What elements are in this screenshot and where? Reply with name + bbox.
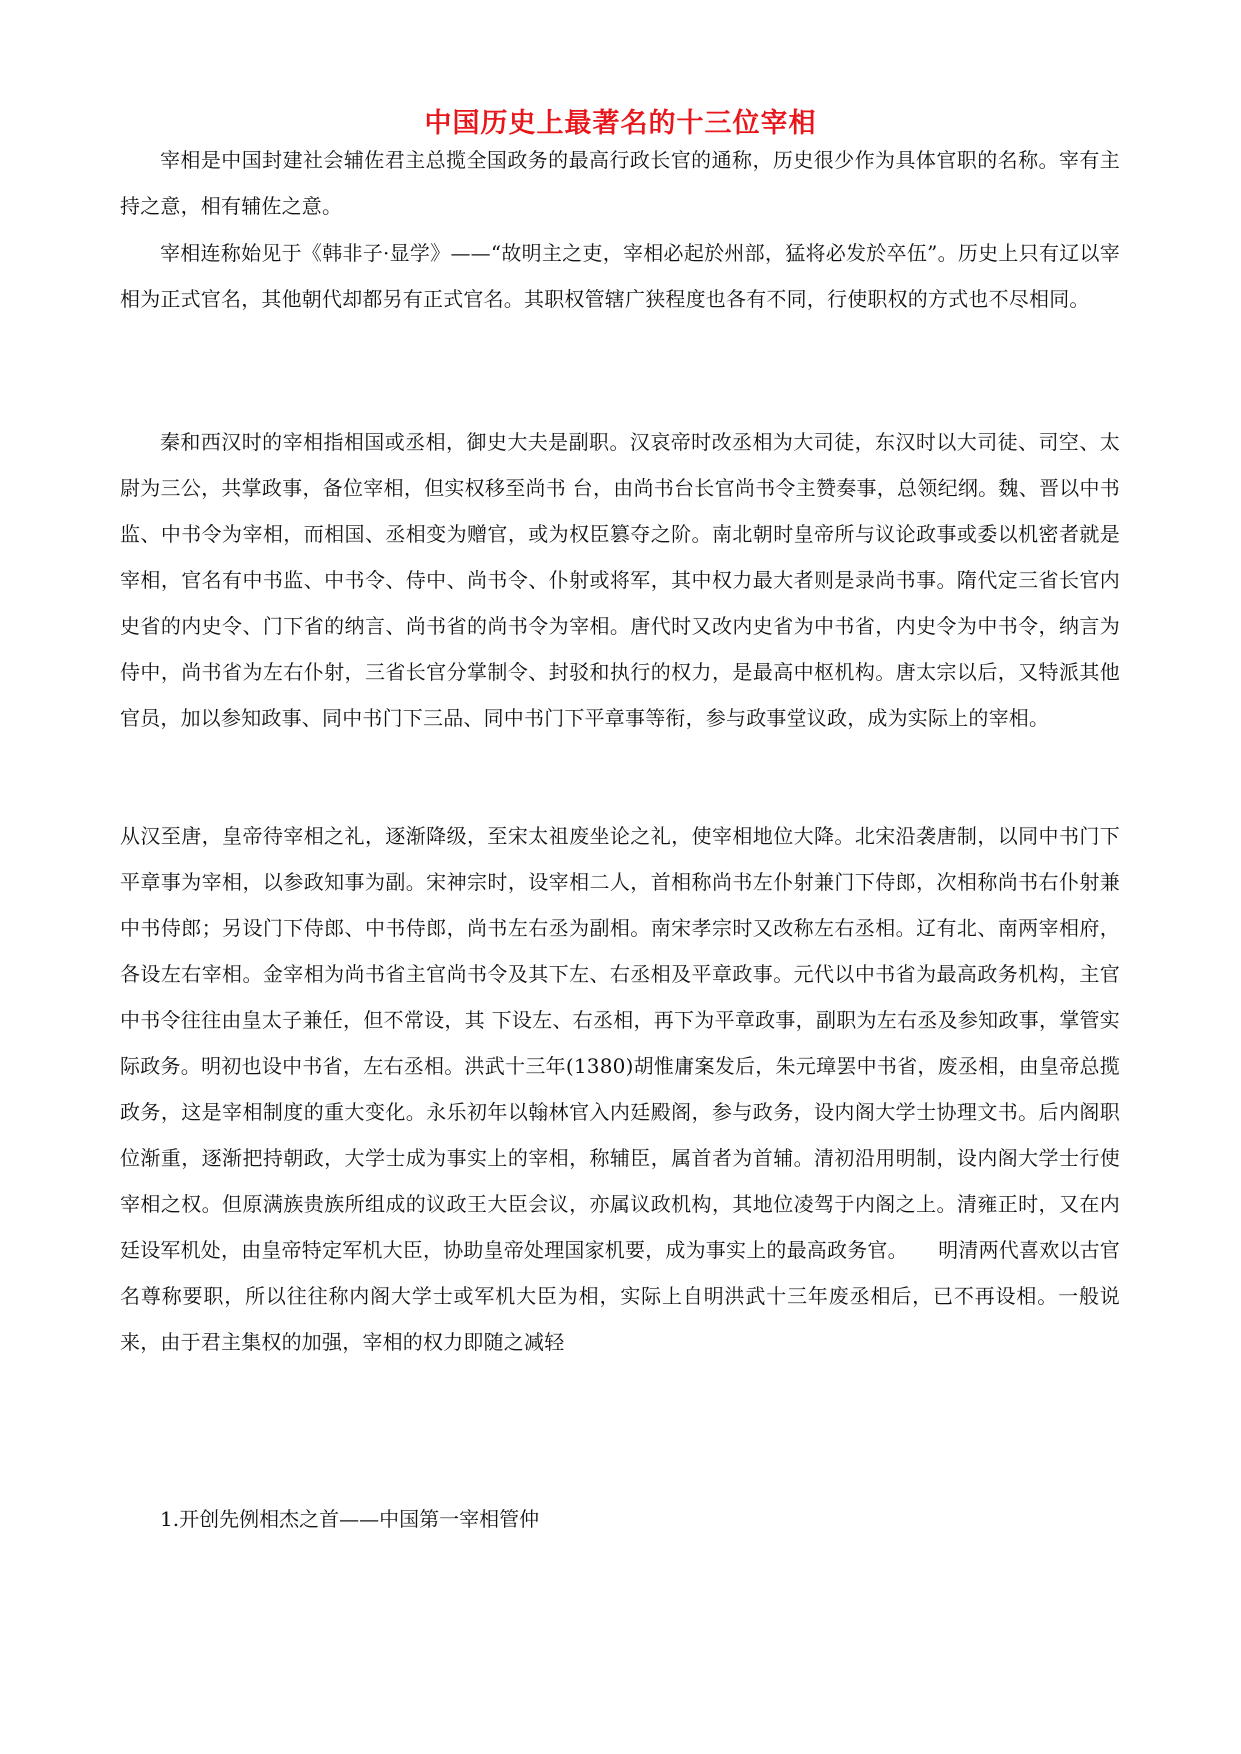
paragraph-intro: 宰相是中国封建社会辅佐君主总揽全国政务的最高行政长官的通称，历史很少作为具体官职的名称。宰有主持之意，相有辅佐之意。	[120, 148, 1120, 218]
paragraph-song-ming-qing: 从汉至唐，皇帝待宰相之礼，逐渐降级，至宋太祖废坐论之礼，使宰相地位大降。北宋沿袭唐制，以同中书门下平章事为宰相，以参政知事为副。宋神宗时，设宰相二人，首相称尚书左仆射兼门下侍郎，次相称尚书右仆射兼中书侍郎；另设门下侍郎、中书侍郎，尚书左右丞为副相。南宋孝宗时又改称左右丞相。辽有北、南两宰相府，各设左右宰相。金宰相为尚书省主官尚书令及其下左、右丞相及平章政事。元代以中书省为最高政务机构，主官中书令往往由皇太子兼任，但不常设，其 下设左、右丞相，再下为平章政事，副职为左右丞及参知政事，掌管实际政务。明初也设中书省，左右丞相。洪武十三年(1380)胡惟庸案发后，朱元璋罢中书省，废丞相，由皇帝总揽政务，这是宰相制度的重大变化。永乐初年以翰林官入内廷殿阁，参与政务，设内阁大学士协理文书。后内阁职位渐重，逐渐把持朝政，大学士成为事实上的宰相，称辅臣，属首者为首辅。清初沿用明制，设内阁大学士行使宰相之权。但原满族贵族所组成的议政王大臣会议，亦属议政机构，其地位凌驾于内阁之上。清雍正时，又在内廷设军机处，由皇帝特定军机大臣，协助皇帝处理国家机要，成为事实上的最高政务官。 明清两代喜欢以古官名尊称要职，所以往往称内阁大学士或军机大臣为相，实际上自明洪武十三年废丞相后，已不再设相。一般说来，由于君主集权的加强，宰相的权力即随之减轻	[120, 824, 1120, 1354]
paragraph-origin: 宰相连称始见于《韩非子·显学》——“故明主之吏，宰相必起於州部，猛将必发於卒伍”。历史上只有辽以宰相为正式官名，其他朝代却都另有正式官名。其职权管辖广狭程度也各有不同，行使职权的方式也不尽相同。	[120, 241, 1120, 311]
section-heading: 1.开创先例相杰之首——中国第一宰相管仲	[160, 1507, 540, 1531]
document-title: 中国历史上最著名的十三位宰相	[424, 108, 817, 140]
paragraph-qin-han-tang: 秦和西汉时的宰相指相国或丞相，御史大夫是副职。汉哀帝时改丞相为大司徒，东汉时以大司徒、司空、太尉为三公，共掌政事，备位宰相，但实权移至尚书 台，由尚书台长官尚书令主赞奏事，总领纪纲。魏、晋以中书监、中书令为宰相，而相国、丞相变为赠官，或为权臣篡夺之阶。南北朝时皇帝所与议论政事或委以机密者就是宰相，官名有中书监、中书令、侍中、尚书令、仆射或将军，其中权力最大者则是录尚书事。隋代定三省长官内史省的内史令、门下省的纳言、尚书省的尚书令为宰相。唐代时又改内史省为中书省，内史令为中书令，纳言为侍中，尚书省为左右仆射，三省长官分掌制令、封驳和执行的权力，是最高中枢机构。唐太宗以后，又特派其他官员，加以参知政事、同中书门下三品、同中书门下平章事等衔，参与政事堂议政，成为实际上的宰相。	[120, 430, 1120, 730]
